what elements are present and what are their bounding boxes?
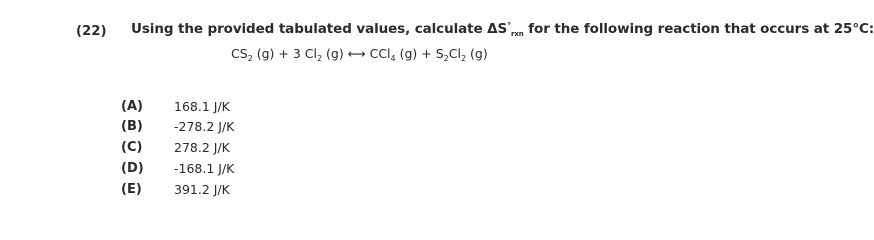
choice-letter-a: (A): [121, 99, 143, 114]
choice-letter-b: (B): [121, 119, 143, 134]
choice-value-b: -278.2 J/K: [174, 119, 235, 134]
choice-letter-d: (D): [121, 161, 144, 176]
choice-value-c: 278.2 J/K: [174, 140, 230, 155]
choice-value-a: 168.1 J/K: [174, 99, 230, 114]
choice-letter-e: (E): [121, 182, 142, 197]
question-text: Using the provided tabulated values, calculate $\Delta S^\circ_{rxn}$ for the following reaction that occurs at 25°C:: [131, 21, 874, 38]
choice-letter-c: (C): [121, 140, 143, 155]
choice-value-d: -168.1 J/K: [174, 161, 235, 176]
choice-value-e: 391.2 J/K: [174, 182, 230, 197]
question-number: (22): [76, 24, 107, 39]
reaction-equation: $CS_2$ (g) + 3 $Cl_2$ (g) ⟷ CCl$_4$ $(g) + S_2Cl_2$ (g): [231, 46, 488, 63]
